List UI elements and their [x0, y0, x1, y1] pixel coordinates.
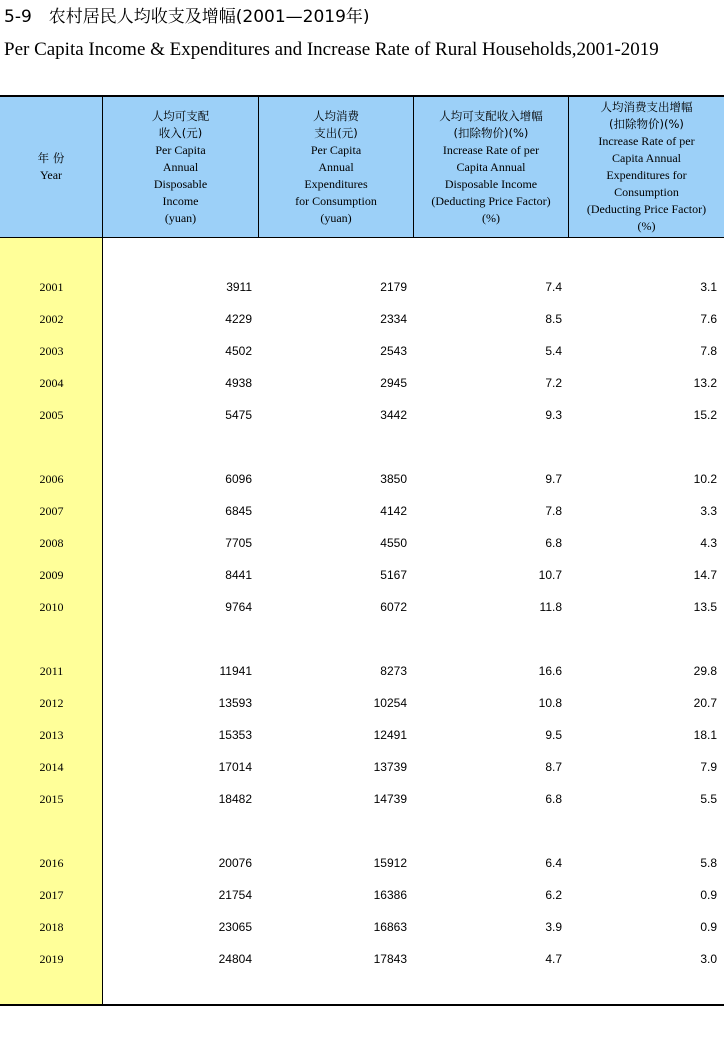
header-expenditure-rate: [569, 97, 724, 237]
expenditure-rate-cell: 5.5: [700, 792, 717, 806]
header-line: (%): [637, 219, 656, 233]
year-cell: 2016: [39, 856, 64, 870]
income-cell: 24804: [218, 952, 252, 966]
income-cell: 4938: [225, 376, 252, 390]
income-cell: 6845: [225, 504, 252, 518]
header-line: Annual: [318, 159, 354, 174]
header-line: Disposable: [153, 176, 208, 191]
income-cell: 7705: [225, 536, 252, 550]
table-row: [0, 307, 724, 331]
income-cell: 20076: [218, 856, 252, 870]
table-row: [0, 499, 724, 523]
page-title-cn: 5-9 农村居民人均收支及增幅(2001—2019年): [4, 7, 370, 27]
year-cell: 2001: [39, 280, 64, 294]
expenditure-cell: 2543: [380, 344, 407, 358]
year-cell: 2017: [39, 888, 64, 902]
income-cell: 15353: [218, 728, 252, 742]
income-cell: 5475: [225, 408, 252, 422]
expenditure-rate-cell: 4.3: [700, 536, 717, 550]
header-year: [0, 97, 103, 237]
income-cell: 18482: [218, 792, 252, 806]
income-cell: 4502: [225, 344, 252, 358]
expenditure-cell: 6072: [380, 600, 407, 614]
table-row: [0, 787, 724, 811]
header-line: Expenditures: [304, 176, 368, 191]
year-cell: 2007: [39, 504, 64, 518]
header-line: Expenditures for: [606, 168, 687, 182]
year-cell: 2008: [39, 536, 64, 550]
table-row: [0, 275, 724, 299]
header-line: Income: [162, 193, 199, 208]
income-rate-cell: 6.4: [545, 856, 562, 870]
header-line: for Consumption: [295, 193, 377, 208]
header-line: (%): [481, 210, 500, 225]
table-row: [0, 723, 724, 747]
header-line: (扣除物价)(%): [609, 117, 684, 131]
year-cell: 2010: [39, 600, 64, 614]
table-row: [0, 595, 724, 619]
header-income: [103, 97, 259, 237]
income-rate-cell: 9.3: [545, 408, 562, 422]
table-row: [0, 915, 724, 939]
header-line: Capita Annual: [611, 151, 681, 165]
table-row: [0, 851, 724, 875]
income-rate-cell: 7.8: [545, 504, 562, 518]
income-rate-cell: 8.7: [545, 760, 562, 774]
year-cell: 2009: [39, 568, 64, 582]
income-rate-cell: 9.7: [545, 472, 562, 486]
expenditure-rate-cell: 0.9: [700, 920, 717, 934]
table-row: [0, 691, 724, 715]
table-row: [0, 563, 724, 587]
income-rate-cell: 9.5: [545, 728, 562, 742]
header-line: (Deducting Price Factor): [431, 193, 551, 208]
header-line: 人均可支配: [151, 108, 210, 123]
expenditure-cell: 3442: [380, 408, 407, 422]
income-cell: 6096: [225, 472, 252, 486]
header-line: Increase Rate of per: [442, 142, 540, 157]
year-cell: 2014: [39, 760, 64, 774]
year-cell: 2003: [39, 344, 64, 358]
expenditure-rate-cell: 7.9: [700, 760, 717, 774]
income-cell: 9764: [225, 600, 252, 614]
income-rate-cell: 7.4: [545, 280, 562, 294]
expenditure-cell: 10254: [373, 696, 407, 710]
expenditure-cell: 2334: [380, 312, 407, 326]
year-cell: 2006: [39, 472, 64, 486]
expenditure-rate-cell: 18.1: [693, 728, 717, 742]
page-title-en: Per Capita Income & Expenditures and Increase Rate of Rural Households,2001-2019: [4, 39, 659, 60]
expenditure-rate-cell: 15.2: [693, 408, 717, 422]
expenditure-cell: 2945: [380, 376, 407, 390]
header-line: 支出(元): [314, 125, 358, 140]
header-line: Increase Rate of per: [598, 134, 695, 148]
expenditure-rate-cell: 20.7: [693, 696, 717, 710]
income-cell: 4229: [225, 312, 252, 326]
income-rate-cell: 11.8: [539, 600, 562, 614]
year-cell: 2004: [39, 376, 64, 390]
expenditure-cell: 16386: [373, 888, 407, 902]
year-cell: 2005: [39, 408, 64, 422]
expenditure-cell: 3850: [380, 472, 407, 486]
income-rate-cell: 6.2: [545, 888, 562, 902]
income-rate-cell: 7.2: [545, 376, 562, 390]
header-line: Per Capita: [310, 142, 362, 157]
expenditure-rate-cell: 29.8: [693, 664, 717, 678]
income-cell: 17014: [218, 760, 252, 774]
expenditure-rate-cell: 3.1: [700, 280, 717, 294]
income-rate-cell: 10.7: [538, 568, 562, 582]
header-expenditure: [259, 97, 414, 237]
year-cell: 2013: [39, 728, 64, 742]
income-cell: 3911: [226, 280, 252, 294]
data-table: [0, 95, 724, 1006]
income-cell: 13593: [218, 696, 252, 710]
header-line: 收入(元): [158, 125, 203, 140]
income-rate-cell: 4.7: [545, 952, 562, 966]
income-rate-cell: 16.6: [538, 664, 562, 678]
expenditure-cell: 4142: [380, 504, 407, 518]
header-line: Disposable Income: [444, 176, 538, 191]
table-row: [0, 467, 724, 491]
year-cell: 2018: [39, 920, 64, 934]
income-cell: 23065: [218, 920, 252, 934]
expenditure-cell: 4550: [380, 536, 407, 550]
expenditure-rate-cell: 5.8: [700, 856, 717, 870]
expenditure-rate-cell: 13.5: [693, 600, 717, 614]
expenditure-rate-cell: 7.6: [700, 312, 717, 326]
year-cell: 2012: [39, 696, 64, 710]
income-rate-cell: 3.9: [545, 920, 562, 934]
table-header: [0, 97, 724, 238]
expenditure-rate-cell: 13.2: [693, 376, 717, 390]
year-cell: 2011: [39, 664, 64, 678]
header-line: (扣除物价)(%): [453, 125, 529, 140]
expenditure-cell: 15912: [373, 856, 407, 870]
expenditure-cell: 12491: [373, 728, 407, 742]
header-line: Consumption: [614, 185, 679, 199]
table-row: [0, 755, 724, 779]
expenditure-rate-cell: 3.3: [700, 504, 717, 518]
expenditure-cell: 8273: [380, 664, 407, 678]
table-row: [0, 947, 724, 971]
income-rate-cell: 5.4: [545, 344, 562, 358]
year-cell: 2002: [39, 312, 64, 326]
expenditure-cell: 13739: [373, 760, 407, 774]
year-cell: 2019: [39, 952, 64, 966]
income-cell: 21754: [218, 888, 252, 902]
income-rate-cell: 6.8: [545, 792, 562, 806]
header-line: 人均可支配收入增幅: [439, 108, 543, 123]
expenditure-cell: 14739: [373, 792, 407, 806]
table-row: [0, 531, 724, 555]
header-line: Year: [39, 168, 63, 182]
header-line: Capita Annual: [456, 159, 526, 174]
expenditure-rate-cell: 3.0: [700, 952, 717, 966]
expenditure-cell: 17843: [373, 952, 407, 966]
expenditure-rate-cell: 14.7: [693, 568, 717, 582]
header-line: Annual: [162, 159, 199, 174]
expenditure-cell: 5167: [380, 568, 407, 582]
header-line: (yuan): [320, 210, 352, 225]
table-row: [0, 883, 724, 907]
table-row: [0, 403, 724, 427]
header-line: 年 份: [37, 151, 65, 165]
header-line: 人均消费支出增幅: [600, 100, 693, 114]
header-line: (Deducting Price Factor): [586, 202, 707, 216]
income-cell: 8441: [225, 568, 252, 582]
expenditure-rate-cell: 10.2: [693, 472, 717, 486]
table-row: [0, 659, 724, 683]
header-income-rate: [414, 97, 569, 237]
income-cell: 11941: [219, 664, 252, 678]
table-row: [0, 339, 724, 363]
expenditure-rate-cell: 0.9: [700, 888, 717, 902]
header-line: 人均消费: [312, 108, 359, 123]
expenditure-rate-cell: 7.8: [700, 344, 717, 358]
expenditure-cell: 16863: [373, 920, 407, 934]
income-rate-cell: 6.8: [545, 536, 562, 550]
table-row: [0, 371, 724, 395]
income-rate-cell: 8.5: [545, 312, 562, 326]
header-line: (yuan): [164, 210, 197, 225]
expenditure-cell: 2179: [380, 280, 407, 294]
header-line: Per Capita: [155, 142, 206, 157]
income-rate-cell: 10.8: [538, 696, 562, 710]
year-cell: 2015: [39, 792, 64, 806]
